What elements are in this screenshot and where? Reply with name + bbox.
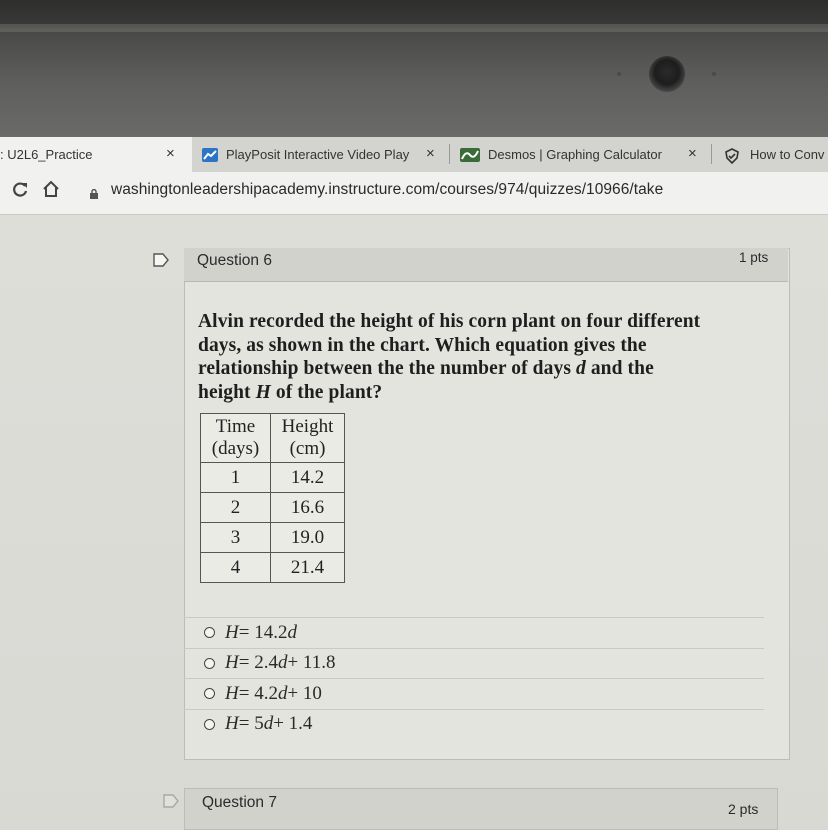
webcam xyxy=(649,56,685,92)
tab-u2l6-practice[interactable] xyxy=(0,137,192,172)
column-header-height xyxy=(271,414,345,463)
answer-option[interactable] xyxy=(184,617,764,648)
url-field[interactable]: washingtonleadershipacademy.instructure.com/courses/974/quizzes/10966/take xyxy=(111,181,664,198)
answer-rest: + 1.4 xyxy=(273,713,313,735)
table-row xyxy=(201,553,345,583)
answer-rhs: = 4.2 xyxy=(238,682,278,704)
text-segment: relationship between the the number of days xyxy=(198,358,576,379)
answer-rhs: = 14.2 xyxy=(238,621,288,643)
answer-var-d: d xyxy=(277,652,288,674)
column-header-time xyxy=(201,414,271,463)
table-cell: 19.0 xyxy=(271,523,345,553)
tab-playposit[interactable] xyxy=(192,137,447,172)
answer-rest: + 11.8 xyxy=(287,652,336,674)
question-line xyxy=(198,310,738,334)
close-tab-icon[interactable]: × xyxy=(166,145,175,162)
bezel-edge xyxy=(0,24,828,32)
variable-h: H xyxy=(255,381,271,403)
answer-var: H xyxy=(225,682,239,704)
flag-question-icon[interactable] xyxy=(152,252,170,268)
table-cell: 14.2 xyxy=(271,463,345,493)
variable-d: d xyxy=(576,358,586,379)
radio-button[interactable] xyxy=(204,658,215,669)
close-tab-icon[interactable]: × xyxy=(688,145,697,162)
header-line: (days) xyxy=(211,438,260,459)
tab-separator xyxy=(711,144,712,164)
question-header xyxy=(184,248,788,282)
header-line: Time xyxy=(215,416,256,437)
text-segment: of the plant? xyxy=(270,381,383,403)
answer-var-d: d xyxy=(277,682,288,704)
answer-var-d: d xyxy=(263,713,274,735)
sensor-dot xyxy=(712,72,716,76)
answer-var: H xyxy=(225,713,239,735)
table-header-row xyxy=(201,414,345,463)
lock-icon[interactable] xyxy=(90,186,98,196)
table-cell: 1 xyxy=(201,463,271,493)
answer-list xyxy=(184,617,764,739)
question-points: 2 pts xyxy=(728,801,759,817)
tab-title: How to Conv xyxy=(750,147,825,162)
text-segment: height xyxy=(198,381,256,403)
answer-option[interactable] xyxy=(184,678,764,709)
home-icon[interactable] xyxy=(40,178,62,200)
playposit-favicon-icon xyxy=(202,148,218,162)
tab-how-to-conv[interactable] xyxy=(716,137,828,172)
question-line xyxy=(198,357,738,381)
header-line: (cm) xyxy=(289,438,326,459)
reload-icon[interactable] xyxy=(10,180,30,205)
tab-desmos[interactable] xyxy=(452,137,714,172)
table-row xyxy=(201,463,345,493)
question-points: 1 pts xyxy=(739,250,769,265)
table-row xyxy=(201,523,345,553)
data-table xyxy=(200,413,345,583)
table-cell: 21.4 xyxy=(271,553,345,583)
answer-var-d: d xyxy=(287,621,297,643)
text-segment: and the xyxy=(585,358,654,379)
answer-rhs: = 5 xyxy=(238,713,264,735)
text-segment: days, as shown in the chart. Which equation gives the xyxy=(198,334,647,356)
radio-button[interactable] xyxy=(204,719,215,730)
question-line xyxy=(198,334,738,358)
answer-option[interactable] xyxy=(184,709,764,740)
table-cell: 4 xyxy=(201,553,271,583)
answer-rest: + 10 xyxy=(287,682,322,704)
header-line: Height xyxy=(281,416,334,437)
tab-separator xyxy=(449,144,450,164)
answer-var: H xyxy=(225,621,239,643)
desmos-favicon-icon xyxy=(460,148,480,162)
question-text xyxy=(198,310,738,404)
tab-title: PlayPosit Interactive Video Play xyxy=(226,147,410,162)
table-cell: 3 xyxy=(201,523,271,553)
tab-title: Desmos | Graphing Calculator xyxy=(488,147,662,162)
radio-button[interactable] xyxy=(204,627,215,638)
sensor-dot xyxy=(617,72,621,76)
flag-question-icon[interactable] xyxy=(162,793,180,809)
close-tab-icon[interactable]: × xyxy=(426,145,435,162)
question-title: Question 7 xyxy=(202,794,277,811)
question-title: Question 6 xyxy=(197,252,272,269)
table-cell: 16.6 xyxy=(271,493,345,523)
tab-title: : U2L6_Practice xyxy=(0,147,93,162)
answer-var: H xyxy=(225,652,239,674)
text-segment: Alvin recorded the height of his corn plant on four different xyxy=(198,311,701,332)
table-row xyxy=(201,493,345,523)
radio-button[interactable] xyxy=(204,688,215,699)
answer-option[interactable] xyxy=(184,648,764,679)
answer-rhs: = 2.4 xyxy=(238,652,278,674)
table-cell: 2 xyxy=(201,493,271,523)
shield-favicon-icon xyxy=(724,148,742,162)
question-line xyxy=(198,381,738,405)
